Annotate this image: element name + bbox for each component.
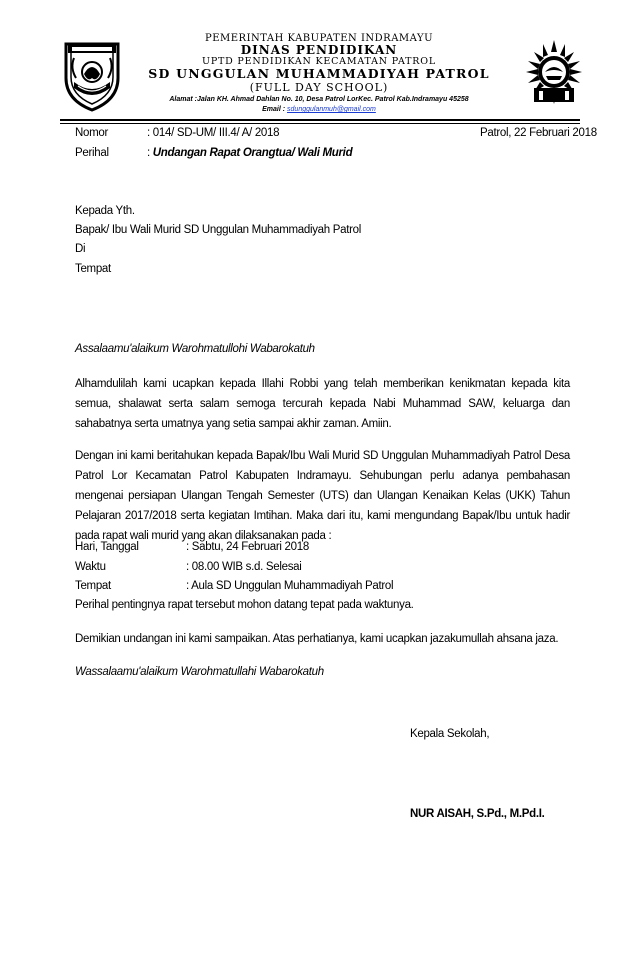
email-link[interactable]: sdunggulanmuh@gmail.com xyxy=(287,106,376,113)
header-uptd: UPTD PENDIDIKAN KECAMATAN PATROL xyxy=(202,56,436,67)
header-address: Alamat :Jalan KH. Ahmad Dahlan No. 10, Desa Patrol LorKec. Patrol Kab.Indramayu 45258 xyxy=(169,96,469,103)
schedule-time-label: Waktu xyxy=(75,561,106,573)
perihal-line xyxy=(147,147,352,159)
nomor-label: Nomor xyxy=(75,127,109,139)
paragraph-1: Alhamdulilah kami ucapkan kepada Illahi Robbi yang telah memberikan kenikmatan kepada kita semua, shalawat serta salam semoga tercurah kepada Nabi Muhammad SAW, keluarga dan sahabatnya serta umatnya yang setia sampai akhir zaman. Amiin. xyxy=(75,378,570,430)
recipient-line-3: Di xyxy=(75,243,86,255)
nomor-value: : 014/ SD-UM/ III.4/ A/ 2018 xyxy=(147,127,280,139)
header-email-line xyxy=(0,106,638,113)
recipient-line-1: Kepada Yth. xyxy=(75,205,135,217)
header-school-type: (FULL DAY SCHOOL) xyxy=(249,81,389,94)
schedule-day-label: Hari, Tanggal xyxy=(75,541,139,553)
recipient-line-2: Bapak/ Ibu Wali Murid SD Unggulan Muhammadiyah Patrol xyxy=(75,224,362,236)
schedule-day-value: : Sabtu, 24 Februari 2018 xyxy=(186,541,309,553)
signature-title: Kepala Sekolah, xyxy=(410,728,490,740)
header-government: PEMERINTAH KABUPATEN INDRAMAYU xyxy=(204,33,434,44)
header-rule-thick xyxy=(60,119,580,121)
email-label: Email : xyxy=(262,106,286,113)
header-school-name: SD UNGGULAN MUHAMMADIYAH PATROL xyxy=(148,66,490,81)
letter-date: Patrol, 22 Februari 2018 xyxy=(480,127,597,139)
perihal-value: Undangan Rapat Orangtua/ Wali Murid xyxy=(152,147,353,159)
perihal-colon: : xyxy=(147,147,153,159)
paragraph-2: Dengan ini kami beritahukan kepada Bapak/Ibu Wali Murid SD Unggulan Muhammadiyah Patrol Desa Patrol Lor Kecamatan Patrol Kabupaten Indramayu. Sehubungan perlu adanya pembahasan mengenai persiapan Ulangan Tengah Semester (UTS) dan Ulangan Kenaikan Kelas (UKK) Tahun Pelajaran 2017/2018 serta kegiatan Imtihan. Maka dari itu, kami mengundang Bapak/Ibu untuk hadir pada rapat wali murid yang akan dilaksanakan pada : xyxy=(75,450,570,542)
recipient-line-4: Tempat xyxy=(75,263,111,275)
closing-paragraph: Demikian undangan ini kami sampaikan. Atas perhatianya, kami ucapkan jazakumullah ahsana jaza. xyxy=(75,633,559,645)
signature-name: NUR AISAH, S.Pd., M.Pd.I. xyxy=(410,808,545,820)
closing-salam: Wassalaamu'alaikum Warohmatullahi Wabarokatuh xyxy=(75,666,324,678)
header-rule-thin xyxy=(60,123,580,124)
header-dinas: DINAS PENDIDIKAN xyxy=(240,43,398,57)
opening-salam: Assalaamu'alaikum Warohmatullohi Wabarokatuh xyxy=(75,343,315,355)
schedule-place-label: Tempat xyxy=(75,580,111,592)
perihal-label: Perihal xyxy=(75,147,109,159)
schedule-time-value: : 08.00 WIB s.d. Selesai xyxy=(186,561,302,573)
punctuality-note: Perihal pentingnya rapat tersebut mohon datang tepat pada waktunya. xyxy=(75,599,414,611)
schedule-place-value: : Aula SD Unggulan Muhammadiyah Patrol xyxy=(186,580,394,592)
